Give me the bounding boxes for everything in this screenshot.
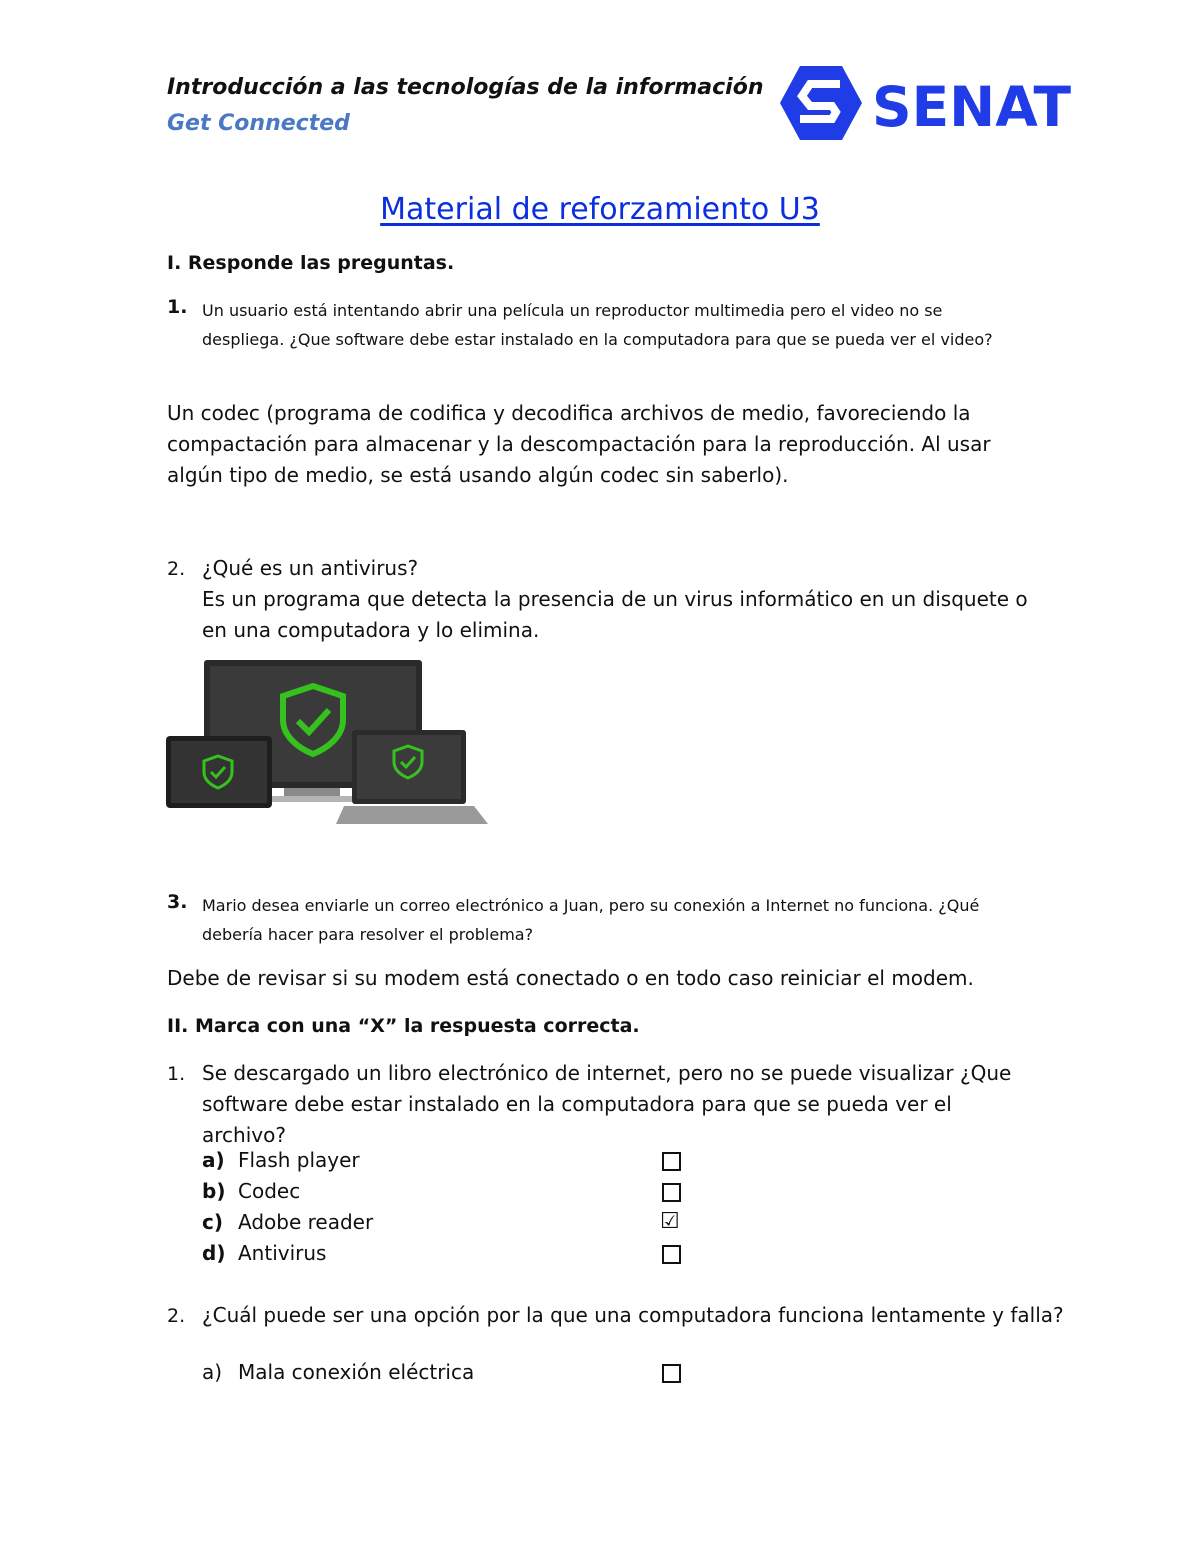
header-title: Introducción a las tecnologías de la información xyxy=(167,75,764,100)
checkbox-checked[interactable]: ☑ xyxy=(660,1209,680,1234)
header-subtitle: Get Connected xyxy=(167,111,350,136)
option-label: Flash player xyxy=(238,1148,360,1172)
option-letter: d) xyxy=(202,1241,226,1265)
section-2-heading: II. Marca con una “X” la respuesta correcta. xyxy=(167,1015,640,1037)
option-row xyxy=(202,1210,373,1234)
option-row xyxy=(202,1148,360,1172)
option-label: Adobe reader xyxy=(238,1210,374,1234)
option-row xyxy=(202,1360,474,1384)
question-number: 2. xyxy=(167,1305,186,1327)
senati-logo xyxy=(780,62,1075,144)
option-row xyxy=(202,1241,326,1265)
checkbox-empty[interactable] xyxy=(662,1152,681,1171)
question-text: Un usuario está intentando abrir una película un reproductor multimedia pero el video no se despliega. ¿Que software debe estar instalado en la computadora para que se pueda ver el video? xyxy=(202,301,993,349)
question-number: 1. xyxy=(167,1063,186,1085)
antivirus-devices-image xyxy=(166,658,488,826)
question-text: ¿Qué es un antivirus? xyxy=(202,556,419,580)
checkbox-empty[interactable] xyxy=(662,1183,681,1202)
option-label: Antivirus xyxy=(238,1241,327,1265)
option-letter: a) xyxy=(202,1360,223,1384)
option-row xyxy=(202,1179,300,1203)
document-title: Material de reforzamiento U3 xyxy=(380,192,820,227)
section-1-heading: I. Responde las preguntas. xyxy=(167,252,455,274)
option-label: Codec xyxy=(238,1179,301,1203)
question-text: ¿Cuál puede ser una opción por la que una computadora funciona lentamente y falla? xyxy=(202,1303,1064,1327)
answer-text: Debe de revisar si su modem está conectado o en todo caso reiniciar el modem. xyxy=(167,966,974,990)
question-number: 1. xyxy=(167,296,188,318)
question-text: Mario desea enviarle un correo electrónico a Juan, pero su conexión a Internet no funciona. ¿Qué debería hacer para resolver el problema? xyxy=(202,896,980,944)
checkbox-empty[interactable] xyxy=(662,1364,681,1383)
logo-text: SENATI xyxy=(872,75,1075,139)
checkbox-empty[interactable] xyxy=(662,1245,681,1264)
option-label: Mala conexión eléctrica xyxy=(238,1360,475,1384)
question-number: 2. xyxy=(167,558,186,580)
answer-text: Un codec (programa de codifica y decodifica archivos de medio, favoreciendo la compactación para almacenar y la descompactación para la reproducción. Al usar algún tipo de medio, se está usando algún codec sin saberlo). xyxy=(167,401,991,487)
option-letter: c) xyxy=(202,1210,223,1234)
question-text: Se descargado un libro electrónico de internet, pero no se puede visualizar ¿Que software debe estar instalado en la computadora para que se pueda ver el archivo? xyxy=(202,1061,1012,1147)
answer-text: Es un programa que detecta la presencia de un virus informático en un disquete o en una computadora y lo elimina. xyxy=(202,587,1028,642)
option-letter: a) xyxy=(202,1148,225,1172)
question-number: 3. xyxy=(167,891,188,913)
senati-logo-mark xyxy=(780,62,1075,144)
option-letter: b) xyxy=(202,1179,226,1203)
